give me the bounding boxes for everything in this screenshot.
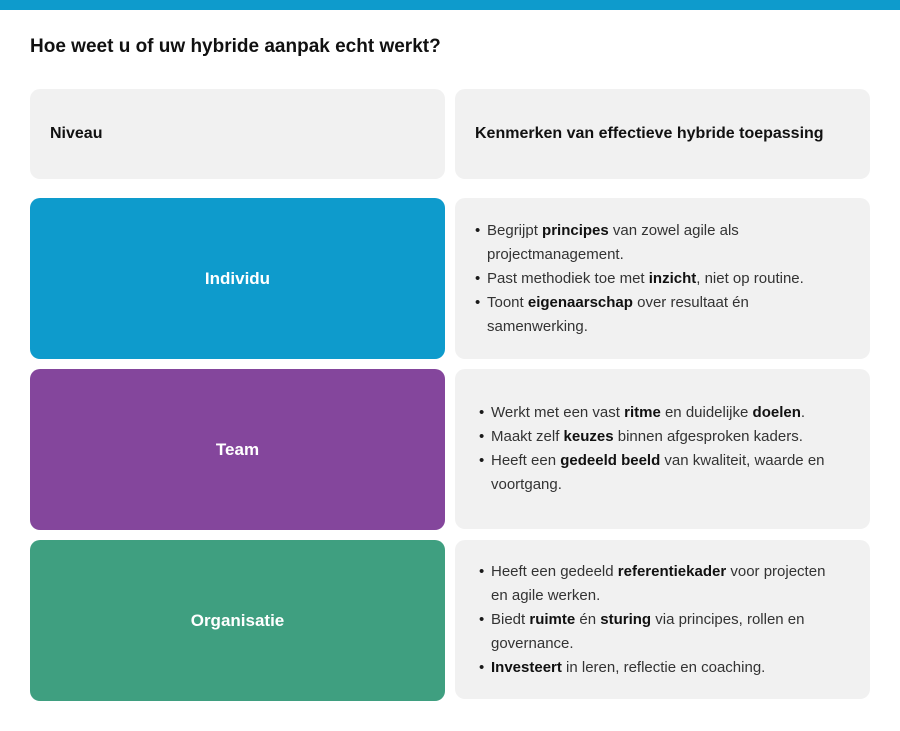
level-individu-label: Individu bbox=[204, 268, 271, 288]
desc-individu-list bbox=[475, 219, 846, 339]
desc-team bbox=[455, 369, 870, 529]
list-item: • Begrijpt principes van zowel agile als projectmanagement. bbox=[475, 219, 846, 267]
list-item: • Werkt met een vast ritme en duidelijke doelen. bbox=[479, 401, 846, 425]
level-organisatie bbox=[30, 540, 445, 701]
page-title: Hoe weet u of uw hybride aanpak echt werkt? bbox=[30, 36, 441, 57]
level-team-label: Team bbox=[215, 439, 260, 459]
list-item: • Maakt zelf keuzes binnen afgesproken kaders. bbox=[479, 425, 846, 449]
level-organisatie-label: Organisatie bbox=[190, 610, 285, 630]
desc-organisatie-list bbox=[479, 560, 846, 680]
list-item: • Investeert in leren, reflectie en coaching. bbox=[479, 656, 846, 680]
level-individu bbox=[30, 198, 445, 359]
list-item: • Past methodiek toe met inzicht, niet op routine. bbox=[475, 267, 846, 291]
list-item: • Biedt ruimte én sturing via principes, rollen en governance. bbox=[479, 608, 846, 656]
list-item: • Heeft een gedeeld beeld van kwaliteit, waarde en voortgang. bbox=[479, 449, 846, 497]
header-kenmerken bbox=[455, 89, 870, 179]
header-kenmerken-label: Kenmerken van effectieve hybride toepassing bbox=[475, 125, 824, 142]
desc-team-list bbox=[479, 401, 846, 497]
list-item: • Toont eigenaarschap over resultaat én samenwerking. bbox=[475, 291, 846, 339]
level-team bbox=[30, 369, 445, 530]
top-accent-bar bbox=[0, 0, 900, 10]
desc-organisatie bbox=[455, 540, 870, 699]
desc-individu bbox=[455, 198, 870, 359]
header-niveau-label: Niveau bbox=[50, 125, 103, 142]
header-niveau bbox=[30, 89, 445, 179]
list-item: • Heeft een gedeeld referentiekader voor projecten en agile werken. bbox=[479, 560, 846, 608]
